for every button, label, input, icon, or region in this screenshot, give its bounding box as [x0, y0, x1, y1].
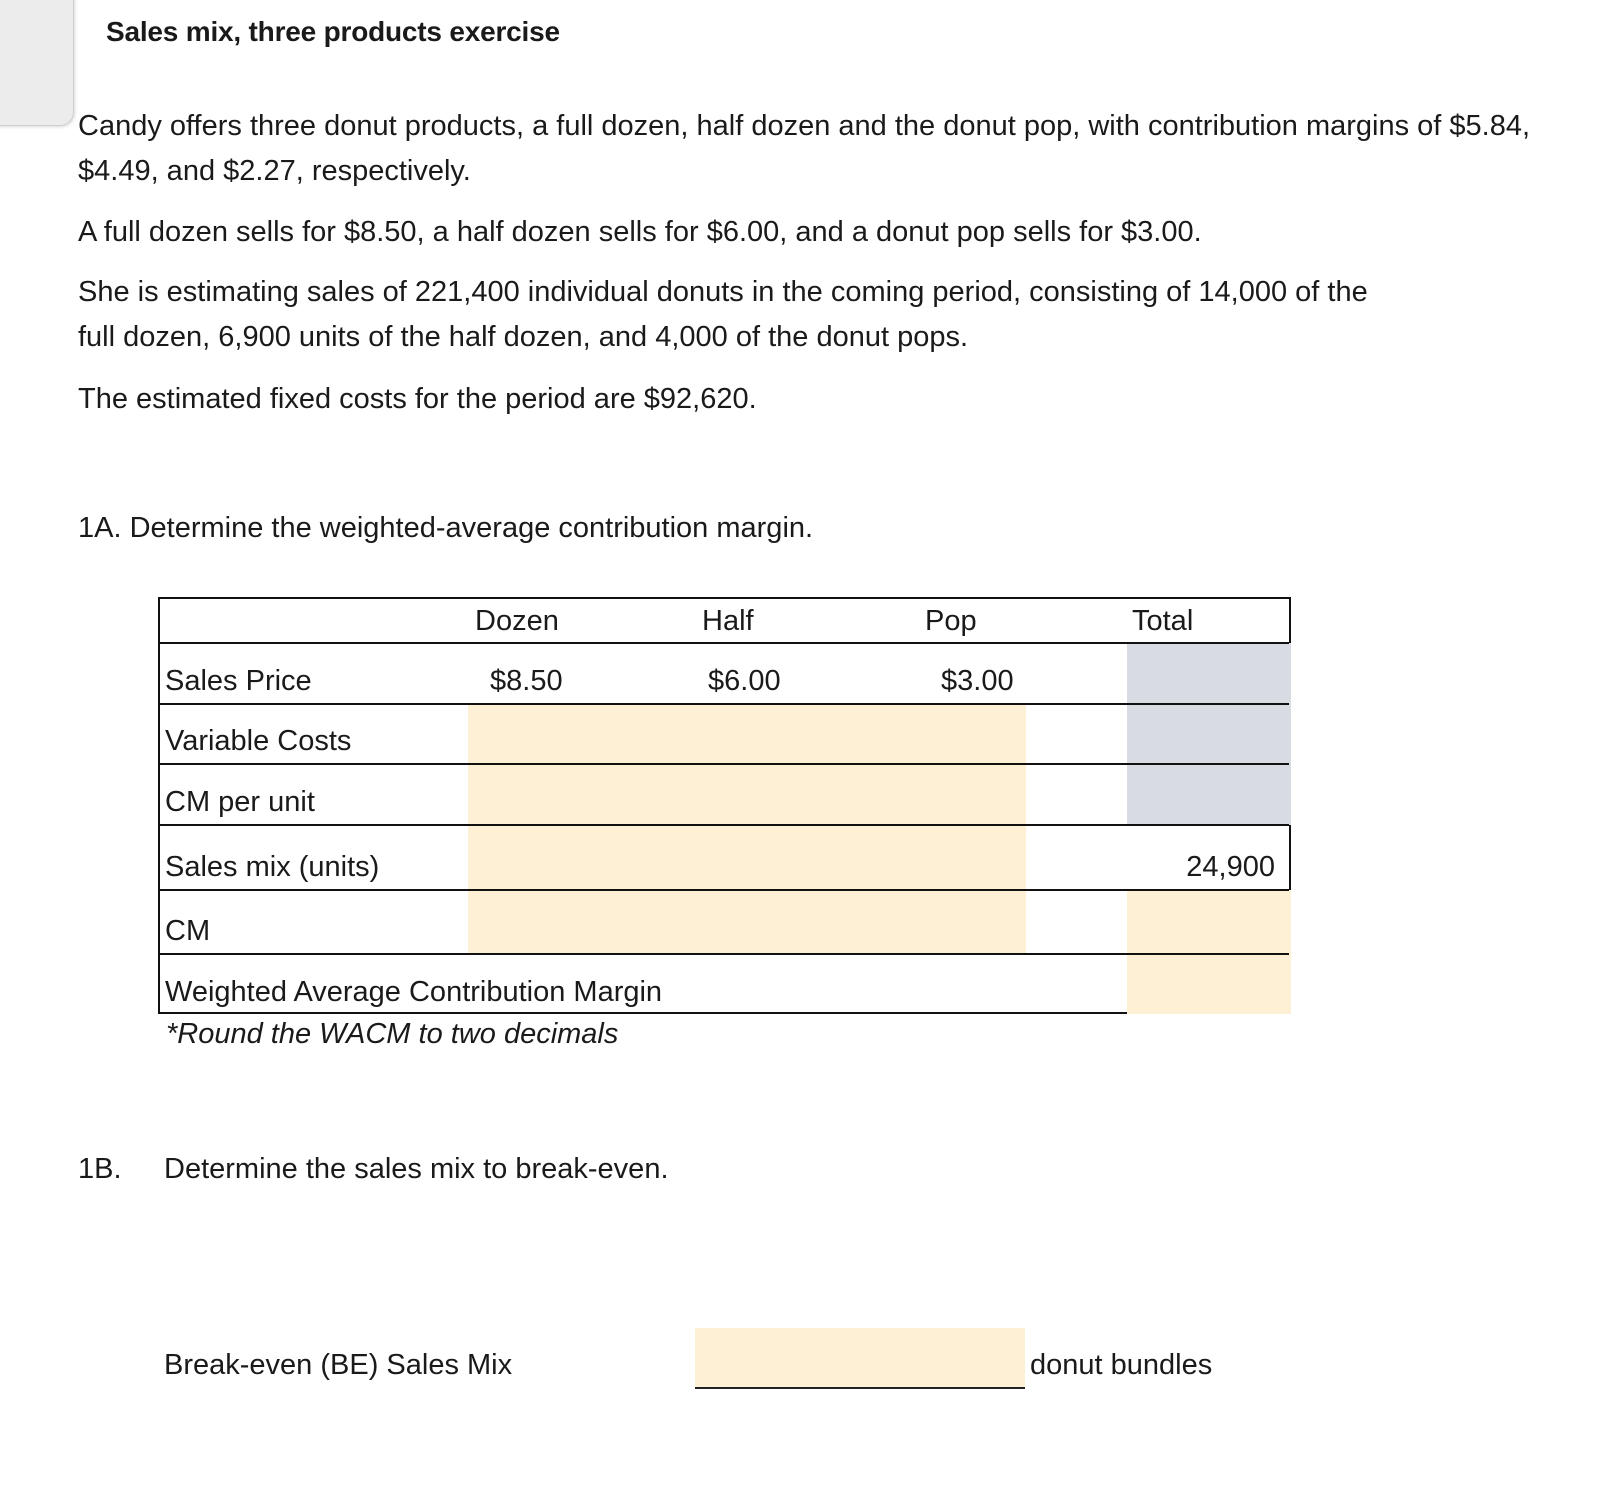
row-label-sales-price: Sales Price	[165, 665, 312, 697]
header-half: Half	[702, 605, 754, 637]
sales-price-half: $6.00	[708, 665, 781, 697]
sales-mix-inputs[interactable]	[468, 825, 1026, 890]
cm-inputs[interactable]	[468, 890, 1026, 954]
sales-price-pop: $3.00	[941, 665, 1014, 697]
breakeven-label: Break-even (BE) Sales Mix	[164, 1349, 513, 1381]
sales-estimate-paragraph: She is estimating sales of 221,400 individual donuts in the coming period, consisting of 14,000 of the full dozen, 6,900 units of the half dozen, and 4,000 of the donut pops.	[78, 276, 1368, 353]
cm-per-unit-inputs[interactable]	[468, 764, 1026, 825]
side-tab	[0, 0, 74, 126]
page-title: Sales mix, three products exercise	[106, 16, 560, 47]
table-divider	[160, 642, 1289, 644]
fixed-costs-paragraph: The estimated fixed costs for the period are $92,620.	[78, 383, 757, 415]
row-label-wacm: Weighted Average Contribution Margin	[165, 976, 663, 1008]
question-1b-text: Determine the sales mix to break-even.	[164, 1153, 669, 1185]
header-pop: Pop	[925, 605, 977, 637]
breakeven-unit: donut bundles	[1030, 1349, 1213, 1381]
question-1a: 1A. Determine the weighted-average contribution margin.	[78, 512, 814, 544]
total-cm-input[interactable]	[1127, 890, 1291, 954]
question-1b-number: 1B.	[78, 1153, 122, 1185]
prices-paragraph: A full dozen sells for $8.50, a half dozen sells for $6.00, and a donut pop sells for $3.00.	[78, 216, 1202, 248]
header-total: Total	[1132, 605, 1194, 637]
row-label-variable-costs: Variable Costs	[165, 725, 352, 757]
total-variable-costs-input[interactable]	[1127, 704, 1291, 764]
row-label-cm: CM	[165, 915, 211, 947]
table-divider	[160, 703, 1289, 705]
header-dozen: Dozen	[475, 605, 559, 637]
row-label-cm-per-unit: CM per unit	[165, 786, 315, 818]
row-label-sales-mix: Sales mix (units)	[165, 851, 380, 883]
wacm-input[interactable]	[1127, 954, 1291, 1014]
table-divider	[160, 889, 1289, 891]
rounding-note: *Round the WACM to two decimals	[166, 1018, 619, 1050]
sales-mix-total: 24,900	[1186, 851, 1275, 883]
table-divider	[160, 953, 1289, 955]
sales-price-dozen: $8.50	[490, 665, 563, 697]
intro-paragraph: Candy offers three donut products, a full dozen, half dozen and the donut pop, with contribution margins of $5.84, $4.49, and $2.27, respectively.	[78, 110, 1531, 187]
total-cm-per-unit-input[interactable]	[1127, 764, 1291, 825]
total-sales-price-input[interactable]	[1127, 643, 1291, 704]
table-divider	[160, 824, 1289, 826]
wacm-table	[158, 597, 1291, 1014]
breakeven-input[interactable]	[695, 1328, 1025, 1389]
variable-costs-inputs[interactable]	[468, 704, 1026, 764]
table-divider	[160, 763, 1289, 765]
